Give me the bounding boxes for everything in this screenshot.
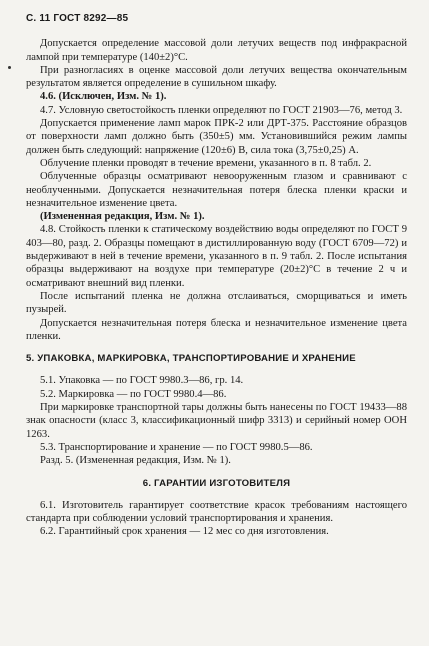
paragraph-bold: 4.6. (Исключен, Изм. № 1). [40,91,167,103]
section-heading-6: 6. ГАРАНТИИ ИЗГОТОВИТЕЛЯ [142,477,291,489]
margin-mark [8,66,11,69]
paragraph: 6.2. Гарантийный срок хранения — 12 мес со дня изготовления. [40,526,329,538]
paragraph: 5.1. Упаковка — по ГОСТ 9980.3—86, гр. 14. [40,375,244,387]
paragraph: 5.3. Транспортирование и хранение — по ГОСТ 9980.5—86. [40,441,313,453]
paragraph: 4.8. Стойкость пленки к статическому воздействию воды определяют по ГОСТ 9 403—80, разд. 2. Образцы помещают в дистиллированную воду (ГОСТ 6709—72) и выдерживают в ней в течение времени, указанного в п. 9 табл. 2. После испытания образцы выдерживают на воздухе при температуре (20±2)°С в течение 2 ч и осматривают внешний вид пленки. [26,224,407,289]
paragraph: 6.1. Изготовитель гарантирует соответствие красок требованиям настоящего стандарта при соблюдении условий транспортирования и хранения. [26,499,407,525]
paragraph: Допускается применение ламп марок ПРК-2 или ДРТ-375. Расстояние образцов от поверхности ламп должно быть (350±5) мм. Установившийся режим лампы должен быть следующий: напряжение (120±6) В, сила тока (3,75±0,25) А. [26,118,407,156]
paragraph: После испытаний пленка не должна отслаиваться, сморщиваться и иметь пузырей. [26,290,407,316]
paragraph: Облучение пленки проводят в течение времени, указанного в п. 8 табл. 2. [40,157,372,169]
paragraph: При маркировке транспортной тары должны быть нанесены по ГОСТ 19433—88 знак опасности (класс 3, классификационный шифр 3313) и серийный номер ООН 1263. [26,402,407,440]
paragraph: Разд. 5. (Измененная редакция, Изм. № 1). [40,455,231,467]
section-heading-5: 5. УПАКОВКА, МАРКИРОВКА, ТРАНСПОРТИРОВАНИЕ И ХРАНЕНИЕ [26,353,356,365]
paragraph: Облученные образцы осматривают невооруженным глазом и сравнивают с необлученными. Допускается незначительная потеря блеска пленки краски и незначительное изменение цвета. [26,171,407,209]
paragraph: Допускается незначительная потеря блеска и незначительное изменение цвета пленки. [26,317,407,342]
paragraph: 4.7. Условную светостойкость пленки определяют по ГОСТ 21903—76, метод 3. [40,104,403,116]
page-header: С. 11 ГОСТ 8292—85 [26,13,129,24]
paragraph-bold: (Измененная редакция, Изм. № 1). [40,211,205,223]
paragraph: 5.2. Маркировка — по ГОСТ 9980.4—86. [40,388,227,400]
paragraph: При разногласиях в оценке массовой доли летучих вещества окончательным результатом является определение в сушильном шкафу. [26,64,407,90]
paragraph: Допускается определение массовой доли летучих веществ под инфракрасной лампой при температуре (140±2)°С. [26,38,407,63]
